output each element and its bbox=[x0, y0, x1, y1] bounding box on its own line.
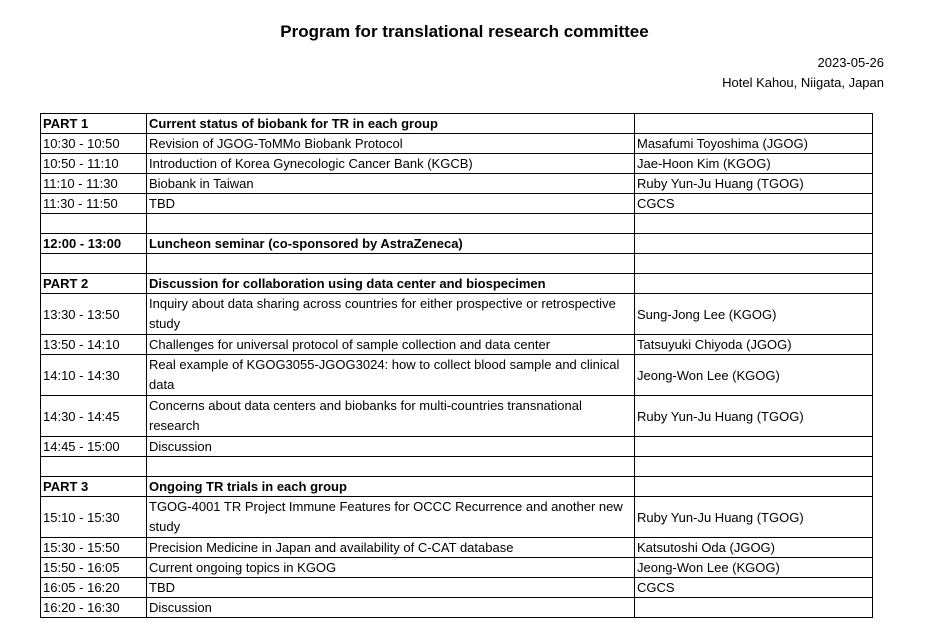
table-row bbox=[41, 578, 873, 598]
table-row bbox=[41, 254, 873, 274]
time-cell: 14:30 - 14:45 bbox=[41, 396, 147, 437]
table-row bbox=[41, 437, 873, 457]
topic-cell bbox=[147, 254, 635, 274]
time-cell: 13:50 - 14:10 bbox=[41, 335, 147, 355]
time-cell: 15:10 - 15:30 bbox=[41, 497, 147, 538]
table-row bbox=[41, 154, 873, 174]
speaker-cell bbox=[635, 274, 873, 294]
time-cell: 10:30 - 10:50 bbox=[41, 134, 147, 154]
speaker-cell: Jeong-Won Lee (KGOG) bbox=[635, 355, 873, 396]
topic-cell: Challenges for universal protocol of sample collection and data center bbox=[147, 335, 635, 355]
topic-cell: Inquiry about data sharing across countries for either prospective or retrospective study bbox=[147, 294, 635, 335]
table-row bbox=[41, 396, 873, 437]
topic-cell bbox=[147, 214, 635, 234]
time-cell: 14:45 - 15:00 bbox=[41, 437, 147, 457]
speaker-cell: Masafumi Toyoshima (JGOG) bbox=[635, 134, 873, 154]
speaker-cell: CGCS bbox=[635, 194, 873, 214]
time-cell bbox=[41, 214, 147, 234]
table-row bbox=[41, 214, 873, 234]
speaker-cell: Jae-Hoon Kim (KGOG) bbox=[635, 154, 873, 174]
topic-cell: Revision of JGOG-ToMMo Biobank Protocol bbox=[147, 134, 635, 154]
table-row bbox=[41, 457, 873, 477]
speaker-cell: Ruby Yun-Ju Huang (TGOG) bbox=[635, 497, 873, 538]
topic-cell: Ongoing TR trials in each group bbox=[147, 477, 635, 497]
time-cell: 15:30 - 15:50 bbox=[41, 538, 147, 558]
topic-cell: Current status of biobank for TR in each group bbox=[147, 114, 635, 134]
topic-cell: TGOG-4001 TR Project Immune Features for OCCC Recurrence and another new study bbox=[147, 497, 635, 538]
time-cell: 12:00 - 13:00 bbox=[41, 234, 147, 254]
table-row bbox=[41, 335, 873, 355]
time-cell: PART 3 bbox=[41, 477, 147, 497]
table-row bbox=[41, 355, 873, 396]
table-row bbox=[41, 134, 873, 154]
speaker-cell: Jeong-Won Lee (KGOG) bbox=[635, 558, 873, 578]
speaker-cell bbox=[635, 477, 873, 497]
time-cell: 16:05 - 16:20 bbox=[41, 578, 147, 598]
time-cell: 11:30 - 11:50 bbox=[41, 194, 147, 214]
speaker-cell: Katsutoshi Oda (JGOG) bbox=[635, 538, 873, 558]
topic-cell: Concerns about data centers and biobanks for multi-countries transnational research bbox=[147, 396, 635, 437]
topic-cell: TBD bbox=[147, 194, 635, 214]
topic-cell bbox=[147, 457, 635, 477]
table-row bbox=[41, 114, 873, 134]
speaker-cell: Ruby Yun-Ju Huang (TGOG) bbox=[635, 396, 873, 437]
topic-cell: Luncheon seminar (co-sponsored by AstraZeneca) bbox=[147, 234, 635, 254]
table-row bbox=[41, 598, 873, 618]
event-venue: Hotel Kahou, Niigata, Japan bbox=[722, 75, 884, 90]
table-row bbox=[41, 497, 873, 538]
speaker-cell bbox=[635, 254, 873, 274]
page-title: Program for translational research committee bbox=[280, 22, 649, 41]
table-row bbox=[41, 558, 873, 578]
topic-cell: Discussion bbox=[147, 598, 635, 618]
event-date: 2023-05-26 bbox=[817, 55, 884, 70]
topic-cell: Discussion for collaboration using data center and biospecimen bbox=[147, 274, 635, 294]
speaker-cell: CGCS bbox=[635, 578, 873, 598]
program-table-body bbox=[41, 114, 873, 618]
time-cell: PART 1 bbox=[41, 114, 147, 134]
time-cell: 16:20 - 16:30 bbox=[41, 598, 147, 618]
time-cell: PART 2 bbox=[41, 274, 147, 294]
speaker-cell: Ruby Yun-Ju Huang (TGOG) bbox=[635, 174, 873, 194]
time-cell: 13:30 - 13:50 bbox=[41, 294, 147, 335]
table-row bbox=[41, 194, 873, 214]
speaker-cell bbox=[635, 598, 873, 618]
table-row bbox=[41, 538, 873, 558]
time-cell: 11:10 - 11:30 bbox=[41, 174, 147, 194]
topic-cell: Introduction of Korea Gynecologic Cancer Bank (KGCB) bbox=[147, 154, 635, 174]
topic-cell: Biobank in Taiwan bbox=[147, 174, 635, 194]
speaker-cell bbox=[635, 437, 873, 457]
program-table bbox=[40, 113, 873, 618]
speaker-cell: Tatsuyuki Chiyoda (JGOG) bbox=[635, 335, 873, 355]
time-cell: 14:10 - 14:30 bbox=[41, 355, 147, 396]
table-row bbox=[41, 234, 873, 254]
table-row bbox=[41, 174, 873, 194]
speaker-cell bbox=[635, 114, 873, 134]
table-row bbox=[41, 477, 873, 497]
time-cell: 15:50 - 16:05 bbox=[41, 558, 147, 578]
table-row bbox=[41, 294, 873, 335]
time-cell bbox=[41, 254, 147, 274]
time-cell bbox=[41, 457, 147, 477]
topic-cell: Precision Medicine in Japan and availability of C-CAT database bbox=[147, 538, 635, 558]
time-cell: 10:50 - 11:10 bbox=[41, 154, 147, 174]
topic-cell: Current ongoing topics in KGOG bbox=[147, 558, 635, 578]
speaker-cell bbox=[635, 457, 873, 477]
topic-cell: Discussion bbox=[147, 437, 635, 457]
speaker-cell bbox=[635, 214, 873, 234]
topic-cell: TBD bbox=[147, 578, 635, 598]
topic-cell: Real example of KGOG3055-JGOG3024: how to collect blood sample and clinical data bbox=[147, 355, 635, 396]
table-row bbox=[41, 274, 873, 294]
speaker-cell: Sung-Jong Lee (KGOG) bbox=[635, 294, 873, 335]
speaker-cell bbox=[635, 234, 873, 254]
